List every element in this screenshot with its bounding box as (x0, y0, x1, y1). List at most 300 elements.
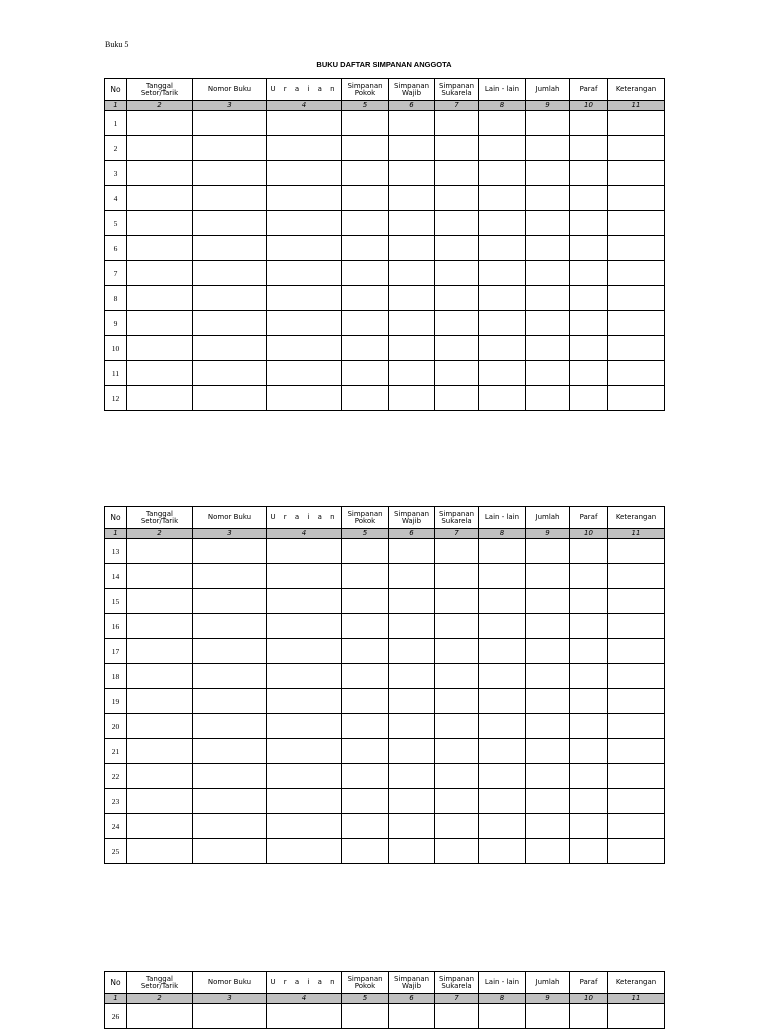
column-number: 11 (608, 101, 665, 111)
table-cell (570, 236, 608, 261)
table-cell (193, 614, 267, 639)
table-cell (193, 839, 267, 864)
header-text: Wajib (401, 88, 422, 97)
column-number: 3 (193, 101, 267, 111)
table-cell (342, 739, 389, 764)
table-cell (435, 161, 479, 186)
table-cell (127, 386, 193, 411)
header-text: Simpanan (393, 974, 430, 983)
header-tanggal (127, 972, 193, 994)
table-cell (342, 186, 389, 211)
table-cell (267, 111, 342, 136)
header-text: U r a i a n (270, 85, 338, 93)
table-cell (193, 161, 267, 186)
table-cell (608, 689, 665, 714)
table-cell (342, 789, 389, 814)
table-cell (435, 839, 479, 864)
table-row (105, 789, 665, 814)
header-simpanan-pokok (342, 972, 389, 994)
header-text: Lain - lain (484, 978, 520, 986)
table-cell (389, 236, 435, 261)
register-table-2 (104, 506, 665, 864)
header-text: Nomor Buku (207, 513, 252, 521)
column-number: 4 (267, 101, 342, 111)
row-number: 26 (105, 1004, 127, 1029)
header-text: Lain - lain (484, 513, 520, 521)
table-cell (479, 839, 526, 864)
table-cell (389, 714, 435, 739)
column-number: 9 (526, 101, 570, 111)
table-cell (608, 211, 665, 236)
table-cell (526, 664, 570, 689)
table-cell (479, 539, 526, 564)
table-cell (127, 261, 193, 286)
table-cell (526, 111, 570, 136)
table-cell (608, 539, 665, 564)
table-cell (608, 764, 665, 789)
table-cell (479, 336, 526, 361)
header-jumlah (526, 79, 570, 101)
table-cell (342, 361, 389, 386)
table-cell (127, 839, 193, 864)
table-cell (193, 764, 267, 789)
table-cell (267, 714, 342, 739)
table-cell (479, 1004, 526, 1029)
row-number: 25 (105, 839, 127, 864)
table-row (105, 814, 665, 839)
table-row (105, 764, 665, 789)
table-cell (435, 186, 479, 211)
table-cell (570, 589, 608, 614)
table-cell (193, 311, 267, 336)
header-text: Simpanan (393, 509, 430, 518)
column-number: 11 (608, 529, 665, 539)
row-number: 10 (105, 336, 127, 361)
table-cell (127, 539, 193, 564)
table-cell (435, 689, 479, 714)
table-cell (389, 689, 435, 714)
column-number: 5 (342, 101, 389, 111)
table-cell (127, 689, 193, 714)
row-number: 22 (105, 764, 127, 789)
table-cell (193, 386, 267, 411)
table-cell (127, 136, 193, 161)
header-nomor-buku (193, 79, 267, 101)
table-cell (127, 589, 193, 614)
table-cell (435, 589, 479, 614)
table-cell (127, 311, 193, 336)
table-cell (479, 361, 526, 386)
table-cell (608, 739, 665, 764)
table-cell (479, 714, 526, 739)
table-cell (193, 539, 267, 564)
header-text: Jumlah (535, 513, 560, 521)
header-text: U r a i a n (270, 978, 338, 986)
header-text: No (110, 513, 121, 522)
header-text: Keterangan (615, 85, 657, 93)
table-row (105, 589, 665, 614)
table-cell (342, 236, 389, 261)
table-cell (193, 689, 267, 714)
column-number: 3 (193, 529, 267, 539)
table-cell (608, 286, 665, 311)
table-cell (342, 286, 389, 311)
table-cell (479, 739, 526, 764)
table-cell (342, 311, 389, 336)
header-simpanan-wajib (389, 79, 435, 101)
table-cell (479, 564, 526, 589)
table-cell (342, 261, 389, 286)
table-cell (127, 111, 193, 136)
table-cell (608, 161, 665, 186)
table-cell (479, 789, 526, 814)
column-number: 9 (526, 529, 570, 539)
table-cell (389, 764, 435, 789)
table-cell (570, 186, 608, 211)
column-number: 3 (193, 994, 267, 1004)
header-jumlah (526, 972, 570, 994)
table-cell (389, 664, 435, 689)
header-uraian (267, 507, 342, 529)
header-text: Paraf (579, 978, 598, 986)
table-cell (570, 386, 608, 411)
table-cell (608, 814, 665, 839)
table-row (105, 839, 665, 864)
table-cell (608, 311, 665, 336)
table-cell (526, 589, 570, 614)
table-cell (479, 814, 526, 839)
table-cell (193, 286, 267, 311)
table-cell (193, 261, 267, 286)
header-text: Simpanan (438, 81, 475, 90)
table-cell (342, 814, 389, 839)
header-lain-lain (479, 972, 526, 994)
table-cell (526, 236, 570, 261)
header-keterangan (608, 972, 665, 994)
header-keterangan (608, 79, 665, 101)
table-cell (435, 286, 479, 311)
table-cell (526, 689, 570, 714)
table-row (105, 336, 665, 361)
row-number: 23 (105, 789, 127, 814)
table-cell (389, 111, 435, 136)
table-cell (389, 161, 435, 186)
table-cell (342, 111, 389, 136)
table-cell (526, 261, 570, 286)
table-cell (342, 336, 389, 361)
table-cell (127, 336, 193, 361)
table-cell (389, 386, 435, 411)
header-text: Simpanan (438, 509, 475, 518)
table-cell (127, 814, 193, 839)
table-cell (526, 739, 570, 764)
header-uraian (267, 972, 342, 994)
table-cell (435, 111, 479, 136)
header-text: Simpanan (393, 81, 430, 90)
table-cell (479, 111, 526, 136)
table-cell (479, 286, 526, 311)
table-cell (342, 589, 389, 614)
column-number: 4 (267, 529, 342, 539)
table-cell (267, 136, 342, 161)
header-no (105, 972, 127, 994)
table-cell (389, 739, 435, 764)
table-cell (127, 236, 193, 261)
row-number: 9 (105, 311, 127, 336)
header-text: Nomor Buku (207, 978, 252, 986)
table-cell (608, 111, 665, 136)
row-number: 3 (105, 161, 127, 186)
table-cell (193, 814, 267, 839)
document-title: BUKU DAFTAR SIMPANAN ANGGOTA (316, 60, 452, 69)
column-number: 6 (389, 994, 435, 1004)
table-cell (267, 564, 342, 589)
table-cell (267, 386, 342, 411)
table-cell (526, 311, 570, 336)
table-cell (342, 639, 389, 664)
column-number: 10 (570, 101, 608, 111)
table-row (105, 539, 665, 564)
table-cell (193, 186, 267, 211)
table-cell (608, 639, 665, 664)
row-number: 5 (105, 211, 127, 236)
table-cell (435, 1004, 479, 1029)
row-number: 4 (105, 186, 127, 211)
table-cell (526, 361, 570, 386)
table-cell (526, 614, 570, 639)
header-uraian (267, 79, 342, 101)
table-cell (570, 814, 608, 839)
table-cell (267, 1004, 342, 1029)
row-number: 18 (105, 664, 127, 689)
row-number: 13 (105, 539, 127, 564)
table-cell (389, 361, 435, 386)
row-number: 19 (105, 689, 127, 714)
table-cell (526, 386, 570, 411)
table-cell (570, 664, 608, 689)
table-cell (570, 361, 608, 386)
table-cell (389, 1004, 435, 1029)
table-cell (608, 136, 665, 161)
table-cell (608, 236, 665, 261)
table-cell (127, 639, 193, 664)
header-simpanan-sukarela (435, 79, 479, 101)
header-jumlah (526, 507, 570, 529)
header-text: Pokok (354, 88, 376, 97)
table-cell (267, 161, 342, 186)
row-number: 16 (105, 614, 127, 639)
table-cell (389, 639, 435, 664)
header-text: Tanggal (146, 974, 173, 983)
table-row (105, 186, 665, 211)
header-text: Simpanan (347, 81, 383, 90)
table-cell (127, 789, 193, 814)
table-cell (479, 136, 526, 161)
table-cell (342, 664, 389, 689)
table-row (105, 261, 665, 286)
header-text: U r a i a n (270, 513, 338, 521)
table-cell (608, 261, 665, 286)
table-cell (526, 186, 570, 211)
table-cell (608, 839, 665, 864)
table-cell (127, 186, 193, 211)
header-text: Tanggal (146, 81, 173, 90)
header-text: Setor/Tarik (140, 88, 179, 97)
header-simpanan-pokok (342, 507, 389, 529)
header-tanggal (127, 79, 193, 101)
column-number: 2 (127, 529, 193, 539)
table-cell (127, 739, 193, 764)
table-cell (435, 361, 479, 386)
table-cell (267, 286, 342, 311)
header-text: Paraf (579, 513, 598, 521)
table-cell (389, 336, 435, 361)
column-number-row (105, 101, 665, 111)
column-number: 1 (105, 994, 127, 1004)
table-cell (193, 564, 267, 589)
table-cell (435, 664, 479, 689)
table-cell (526, 539, 570, 564)
table-cell (127, 664, 193, 689)
table-cell (127, 714, 193, 739)
row-number: 8 (105, 286, 127, 311)
table-cell (342, 714, 389, 739)
table-cell (193, 336, 267, 361)
table-cell (127, 211, 193, 236)
header-row (105, 972, 665, 994)
column-number: 8 (479, 994, 526, 1004)
table-cell (608, 589, 665, 614)
table-cell (570, 739, 608, 764)
table-cell (435, 789, 479, 814)
table-cell (526, 336, 570, 361)
table-cell (342, 839, 389, 864)
header-text: Keterangan (615, 978, 657, 986)
column-number: 6 (389, 529, 435, 539)
table-cell (342, 614, 389, 639)
table-cell (435, 236, 479, 261)
header-paraf (570, 79, 608, 101)
header-text: Setor/Tarik (140, 516, 179, 525)
table-cell (342, 211, 389, 236)
table-cell (570, 311, 608, 336)
table-cell (570, 689, 608, 714)
table-row (105, 1004, 665, 1029)
table-cell (526, 764, 570, 789)
table-cell (389, 136, 435, 161)
header-text: Simpanan (347, 509, 383, 518)
table-cell (389, 589, 435, 614)
table-row (105, 739, 665, 764)
table-cell (526, 814, 570, 839)
table-cell (267, 539, 342, 564)
table-cell (127, 764, 193, 789)
table-cell (389, 839, 435, 864)
table-cell (479, 186, 526, 211)
table-cell (570, 614, 608, 639)
header-paraf (570, 972, 608, 994)
table-cell (193, 136, 267, 161)
header-text: Wajib (401, 981, 422, 990)
column-number: 5 (342, 994, 389, 1004)
table-cell (608, 564, 665, 589)
table-cell (267, 689, 342, 714)
table-cell (267, 211, 342, 236)
table-cell (435, 814, 479, 839)
table-cell (267, 361, 342, 386)
header-text: Simpanan (438, 974, 475, 983)
table-cell (479, 689, 526, 714)
header-nomor-buku (193, 972, 267, 994)
table-cell (435, 564, 479, 589)
table-cell (435, 539, 479, 564)
column-number: 7 (435, 529, 479, 539)
table-cell (267, 589, 342, 614)
table-cell (389, 261, 435, 286)
table-row (105, 236, 665, 261)
table-cell (570, 286, 608, 311)
table-cell (389, 211, 435, 236)
table-cell (570, 136, 608, 161)
header-no (105, 507, 127, 529)
column-number: 11 (608, 994, 665, 1004)
row-number: 15 (105, 589, 127, 614)
table-cell (608, 361, 665, 386)
header-simpanan-pokok (342, 79, 389, 101)
header-text: No (110, 85, 121, 94)
table-cell (479, 614, 526, 639)
header-text: Sukarela (441, 516, 472, 525)
table-cell (193, 361, 267, 386)
header-lain-lain (479, 79, 526, 101)
row-number: 14 (105, 564, 127, 589)
table-cell (479, 261, 526, 286)
table-cell (608, 614, 665, 639)
table-cell (267, 664, 342, 689)
table-cell (608, 789, 665, 814)
column-number: 1 (105, 101, 127, 111)
column-number: 8 (479, 529, 526, 539)
table-cell (389, 539, 435, 564)
table-cell (608, 336, 665, 361)
header-text: Jumlah (535, 85, 560, 93)
table-cell (435, 386, 479, 411)
column-number: 10 (570, 994, 608, 1004)
table-cell (389, 814, 435, 839)
table-cell (193, 739, 267, 764)
table-row (105, 211, 665, 236)
table-cell (479, 236, 526, 261)
table-cell (570, 336, 608, 361)
header-text: Lain - lain (484, 85, 520, 93)
table-cell (342, 136, 389, 161)
table-cell (193, 1004, 267, 1029)
table-row (105, 714, 665, 739)
row-number: 21 (105, 739, 127, 764)
header-text: Keterangan (615, 513, 657, 521)
column-number: 10 (570, 529, 608, 539)
table-cell (193, 111, 267, 136)
table-cell (479, 161, 526, 186)
table-cell (127, 161, 193, 186)
table-cell (570, 639, 608, 664)
row-number: 7 (105, 261, 127, 286)
column-number: 2 (127, 101, 193, 111)
table-cell (389, 186, 435, 211)
column-number: 6 (389, 101, 435, 111)
header-simpanan-wajib (389, 972, 435, 994)
header-simpanan-wajib (389, 507, 435, 529)
